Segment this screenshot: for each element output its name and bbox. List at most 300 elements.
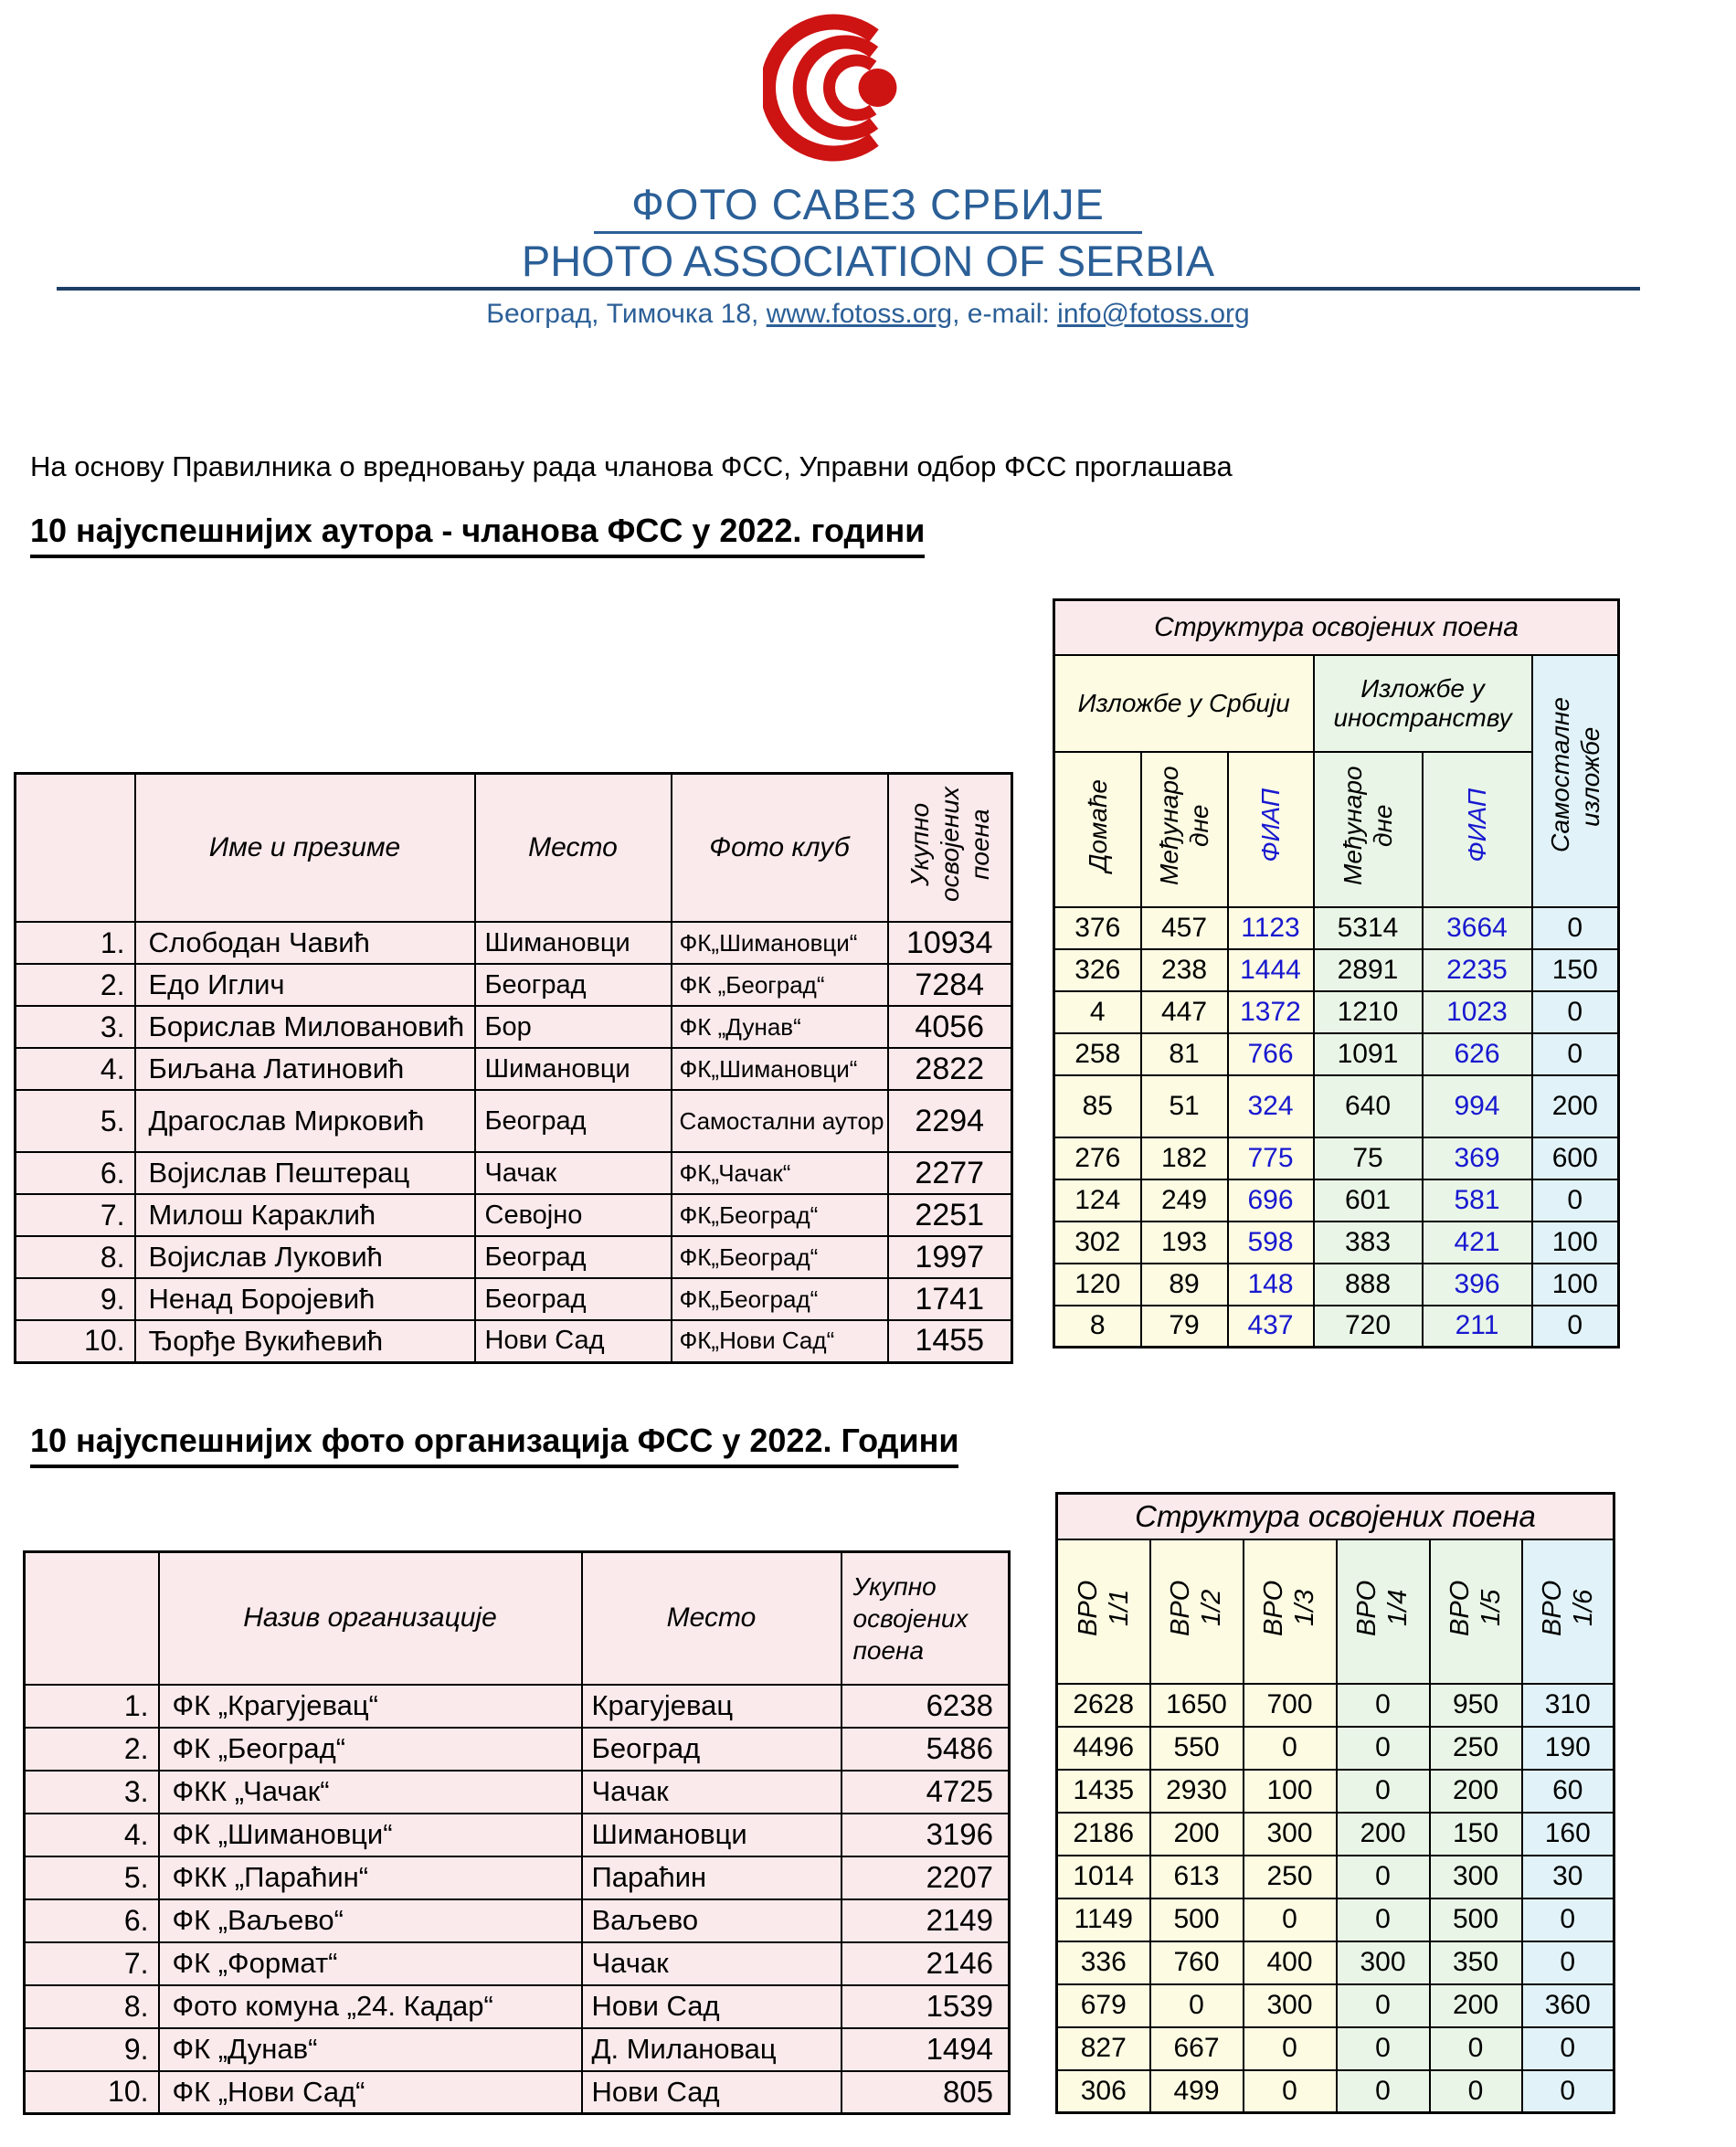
- vro-1-4-cell: 0: [1337, 2027, 1430, 2070]
- international-points-cell: 51: [1141, 1075, 1228, 1137]
- authors-rank-header: [16, 774, 135, 923]
- org-rank-cell: 10.: [25, 2071, 159, 2114]
- organization-points-row: [1057, 1684, 1614, 1727]
- vro-1-4-cell: 0: [1337, 1727, 1430, 1770]
- author-name-cell: Војислав Луковић: [135, 1236, 475, 1278]
- domestic-points-cell: 258: [1054, 1033, 1141, 1075]
- international-points-cell: 193: [1141, 1222, 1228, 1264]
- vro-1-5-header: ВРО 1/5: [1430, 1539, 1522, 1684]
- vro-1-4-header: ВРО 1/4: [1337, 1539, 1430, 1684]
- author-row: [16, 922, 1012, 964]
- author-total-cell: 2251: [888, 1194, 1012, 1236]
- vro-1-1-cell: 679: [1057, 1984, 1150, 2027]
- author-city-cell: Шимановци: [475, 1048, 672, 1090]
- vro-1-6-cell: 0: [1522, 1898, 1614, 1941]
- author-club-cell: ФК„Шимановци“: [672, 922, 888, 964]
- organizations-table-left: [23, 1550, 1011, 2115]
- title-underline-rule: [594, 231, 1142, 234]
- org-name-cell: ФК „Ваљево“: [159, 1899, 582, 1942]
- author-points-row: [1054, 1137, 1619, 1179]
- author-city-cell: Београд: [475, 1090, 672, 1152]
- international-abroad-points-cell: 2891: [1314, 949, 1423, 991]
- org-rank-cell: 6.: [25, 1899, 159, 1942]
- organizations-table-structure: [1055, 1492, 1615, 2114]
- author-total-cell: 10934: [888, 922, 1012, 964]
- author-club-cell: ФК„Београд“: [672, 1236, 888, 1278]
- fiap-abroad-points-cell: 369: [1423, 1137, 1532, 1179]
- author-rank-cell: 9.: [16, 1278, 135, 1320]
- org-city-header: Место: [582, 1552, 842, 1685]
- group-serbia-header: Изложбе у Србији: [1054, 655, 1314, 752]
- fiap-abroad-points-cell: 626: [1423, 1033, 1532, 1075]
- fiap-header: ФИАП: [1228, 752, 1314, 907]
- vro-1-5-cell: 250: [1430, 1727, 1522, 1770]
- org-structure-subheader-row: [1057, 1539, 1614, 1684]
- vro-1-4-cell: 0: [1337, 2070, 1430, 2113]
- fiap-points-cell: 598: [1228, 1222, 1314, 1264]
- vro-1-6-header: ВРО 1/6: [1522, 1539, 1614, 1684]
- vro-1-1-cell: 1435: [1057, 1770, 1150, 1813]
- author-points-row: [1054, 1033, 1619, 1075]
- author-rank-cell: 1.: [16, 922, 135, 964]
- author-rank-cell: 8.: [16, 1236, 135, 1278]
- author-points-row: [1054, 907, 1619, 949]
- vro-1-2-header: ВРО 1/2: [1150, 1539, 1244, 1684]
- vro-1-3-cell: 100: [1244, 1770, 1337, 1813]
- author-row: [16, 1090, 1012, 1152]
- author-row: [16, 1194, 1012, 1236]
- fiap-abroad-points-cell: 396: [1423, 1264, 1532, 1306]
- international-points-cell: 89: [1141, 1264, 1228, 1306]
- vro-1-5-cell: 500: [1430, 1898, 1522, 1941]
- international-abroad-points-cell: 888: [1314, 1264, 1423, 1306]
- fiap-abroad-header: ФИАП: [1423, 752, 1532, 907]
- domestic-points-cell: 302: [1054, 1222, 1141, 1264]
- vro-1-6-cell: 190: [1522, 1727, 1614, 1770]
- author-row: [16, 1006, 1012, 1048]
- author-name-cell: Војислав Пештерац: [135, 1152, 475, 1194]
- address-line: [0, 299, 1736, 330]
- fiap-abroad-points-cell: 994: [1423, 1075, 1532, 1137]
- organization-row: [25, 1942, 1010, 1985]
- international-abroad-points-cell: 1091: [1314, 1033, 1423, 1075]
- vro-1-6-cell: 360: [1522, 1984, 1614, 2027]
- org-name-cell: ФКК „Чачак“: [159, 1771, 582, 1814]
- author-city-cell: Чачак: [475, 1152, 672, 1194]
- author-points-row: [1054, 949, 1619, 991]
- fiap-points-cell: 775: [1228, 1137, 1314, 1179]
- author-points-row: [1054, 1179, 1619, 1222]
- author-club-cell: ФК„Београд“: [672, 1194, 888, 1236]
- address-mid: , e-mail:: [952, 299, 1058, 329]
- org-name-cell: Фото комуна „24. Кадар“: [159, 1985, 582, 2028]
- author-club-cell: ФК „Дунав“: [672, 1006, 888, 1048]
- author-city-cell: Шимановци: [475, 922, 672, 964]
- author-total-cell: 2277: [888, 1152, 1012, 1194]
- vro-1-4-cell: 300: [1337, 1941, 1430, 1984]
- author-name-cell: Драгослав Мирковић: [135, 1090, 475, 1152]
- authors-city-header: Место: [475, 774, 672, 923]
- international-points-cell: 81: [1141, 1033, 1228, 1075]
- international-points-cell: 447: [1141, 991, 1228, 1033]
- org-rank-cell: 2.: [25, 1728, 159, 1771]
- org-total-cell: 4725: [842, 1771, 1010, 1814]
- org-title-serbian: ФОТО САВЕЗ СРБИЈЕ: [631, 180, 1105, 228]
- organization-points-row: [1057, 1898, 1614, 1941]
- vro-1-1-cell: 2628: [1057, 1684, 1150, 1727]
- vro-1-4-cell: 0: [1337, 1856, 1430, 1898]
- author-city-cell: Нови Сад: [475, 1320, 672, 1362]
- author-city-cell: Бор: [475, 1006, 672, 1048]
- org-total-cell: 3196: [842, 1814, 1010, 1856]
- authors-table-left: [14, 772, 1013, 1364]
- org-city-cell: Нови Сад: [582, 1985, 842, 2028]
- solo-points-cell: 100: [1532, 1222, 1619, 1264]
- international-abroad-points-cell: 75: [1314, 1137, 1423, 1179]
- org-rank-cell: 9.: [25, 2028, 159, 2071]
- org-total-cell: 2149: [842, 1899, 1010, 1942]
- author-row: [16, 1048, 1012, 1090]
- organization-points-row: [1057, 1856, 1614, 1898]
- domestic-points-cell: 4: [1054, 991, 1141, 1033]
- vro-1-5-cell: 150: [1430, 1813, 1522, 1856]
- vro-1-1-cell: 2186: [1057, 1813, 1150, 1856]
- vro-1-2-cell: 760: [1150, 1941, 1244, 1984]
- author-rank-cell: 4.: [16, 1048, 135, 1090]
- organization-points-row: [1057, 1770, 1614, 1813]
- author-row: [16, 1278, 1012, 1320]
- vro-1-6-cell: 0: [1522, 2027, 1614, 2070]
- organization-row: [25, 1771, 1010, 1814]
- author-name-cell: Ђорђе Вукићевић: [135, 1320, 475, 1362]
- vro-1-4-cell: 0: [1337, 1770, 1430, 1813]
- vro-1-2-cell: 200: [1150, 1813, 1244, 1856]
- vro-1-3-cell: 400: [1244, 1941, 1337, 1984]
- vro-1-6-cell: 0: [1522, 1941, 1614, 1984]
- international-abroad-header: Међународне: [1314, 752, 1423, 907]
- vro-1-5-cell: 200: [1430, 1984, 1522, 2027]
- international-header: Међународне: [1141, 752, 1228, 907]
- org-total-cell: 1494: [842, 2028, 1010, 2071]
- vro-1-2-cell: 0: [1150, 1984, 1244, 2027]
- author-points-row: [1054, 1222, 1619, 1264]
- author-row: [16, 1320, 1012, 1362]
- vro-1-5-cell: 950: [1430, 1684, 1522, 1727]
- solo-points-cell: 0: [1532, 1033, 1619, 1075]
- author-rank-cell: 7.: [16, 1194, 135, 1236]
- author-rank-cell: 6.: [16, 1152, 135, 1194]
- solo-points-cell: 600: [1532, 1137, 1619, 1179]
- fiap-points-cell: 766: [1228, 1033, 1314, 1075]
- fiap-points-cell: 148: [1228, 1264, 1314, 1306]
- international-abroad-points-cell: 720: [1314, 1306, 1423, 1348]
- authors-club-header: Фото клуб: [672, 774, 888, 923]
- org-name-cell: ФКК „Параћин“: [159, 1856, 582, 1899]
- org-city-cell: Београд: [582, 1728, 842, 1771]
- org-rank-cell: 4.: [25, 1814, 159, 1856]
- org-name-cell: ФК „Шимановци“: [159, 1814, 582, 1856]
- vro-1-6-cell: 0: [1522, 2070, 1614, 2113]
- org-structure-title: Структура освојених поена: [1057, 1494, 1614, 1539]
- vro-1-2-cell: 550: [1150, 1727, 1244, 1770]
- author-total-cell: 7284: [888, 964, 1012, 1006]
- author-city-cell: Севојно: [475, 1194, 672, 1236]
- solo-exhibitions-header: Самосталне изложбе: [1532, 655, 1619, 907]
- authors-header-row: [16, 774, 1012, 923]
- domestic-points-cell: 326: [1054, 949, 1141, 991]
- org-name-cell: ФК „Нови Сад“: [159, 2071, 582, 2114]
- org-rank-header: [25, 1552, 159, 1685]
- international-abroad-points-cell: 5314: [1314, 907, 1423, 949]
- fiap-points-cell: 1444: [1228, 949, 1314, 991]
- author-points-row: [1054, 1306, 1619, 1348]
- author-points-row: [1054, 1075, 1619, 1137]
- author-name-cell: Ненад Боројевић: [135, 1278, 475, 1320]
- author-name-cell: Слободан Чавић: [135, 922, 475, 964]
- vro-1-6-cell: 160: [1522, 1813, 1614, 1856]
- vro-1-1-cell: 827: [1057, 2027, 1150, 2070]
- org-name-cell: ФК „Београд“: [159, 1728, 582, 1771]
- author-name-cell: Милош Караклић: [135, 1194, 475, 1236]
- author-total-cell: 1741: [888, 1278, 1012, 1320]
- solo-points-cell: 200: [1532, 1075, 1619, 1137]
- org-rank-cell: 7.: [25, 1942, 159, 1985]
- website-link[interactable]: www.fotoss.org: [766, 299, 953, 329]
- photo-association-logo: [763, 7, 932, 172]
- author-rank-cell: 5.: [16, 1090, 135, 1152]
- vro-1-1-cell: 4496: [1057, 1727, 1150, 1770]
- org-city-cell: Д. Милановац: [582, 2028, 842, 2071]
- fiap-abroad-points-cell: 421: [1423, 1222, 1532, 1264]
- organization-points-row: [1057, 1941, 1614, 1984]
- author-club-cell: ФК„Шимановци“: [672, 1048, 888, 1090]
- org-city-cell: Чачак: [582, 1771, 842, 1814]
- domestic-points-cell: 85: [1054, 1075, 1141, 1137]
- author-name-cell: Биљана Латиновић: [135, 1048, 475, 1090]
- author-name-cell: Едо Иглич: [135, 964, 475, 1006]
- vro-1-1-cell: 1149: [1057, 1898, 1150, 1941]
- organization-row: [25, 1985, 1010, 2028]
- vro-1-6-cell: 310: [1522, 1684, 1614, 1727]
- vro-1-3-header: ВРО 1/3: [1244, 1539, 1337, 1684]
- organizations-header-row: [25, 1552, 1010, 1685]
- author-row: [16, 964, 1012, 1006]
- international-points-cell: 182: [1141, 1137, 1228, 1179]
- vro-1-3-cell: 0: [1244, 1898, 1337, 1941]
- authors-table-structure: [1053, 598, 1620, 1348]
- org-total-cell: 805: [842, 2071, 1010, 2114]
- organization-points-row: [1057, 1813, 1614, 1856]
- vro-1-1-cell: 336: [1057, 1941, 1150, 1984]
- org-rank-cell: 8.: [25, 1985, 159, 2028]
- org-city-cell: Чачак: [582, 1942, 842, 1985]
- vro-1-5-cell: 0: [1430, 2027, 1522, 2070]
- international-abroad-points-cell: 383: [1314, 1222, 1423, 1264]
- vro-1-2-cell: 1650: [1150, 1684, 1244, 1727]
- fiap-abroad-points-cell: 1023: [1423, 991, 1532, 1033]
- domestic-points-cell: 8: [1054, 1306, 1141, 1348]
- fiap-points-cell: 324: [1228, 1075, 1314, 1137]
- org-city-cell: Шимановци: [582, 1814, 842, 1856]
- organization-points-row: [1057, 1984, 1614, 2027]
- org-city-cell: Крагујевац: [582, 1685, 842, 1728]
- domestic-points-cell: 124: [1054, 1179, 1141, 1222]
- domestic-points-cell: 120: [1054, 1264, 1141, 1306]
- vro-1-2-cell: 613: [1150, 1856, 1244, 1898]
- author-rank-cell: 10.: [16, 1320, 135, 1362]
- solo-points-cell: 0: [1532, 1306, 1619, 1348]
- international-abroad-points-cell: 601: [1314, 1179, 1423, 1222]
- international-abroad-points-cell: 1210: [1314, 991, 1423, 1033]
- organization-row: [25, 1856, 1010, 1899]
- vro-1-5-cell: 0: [1430, 2070, 1522, 2113]
- organization-row: [25, 1728, 1010, 1771]
- org-city-cell: Нови Сад: [582, 2071, 842, 2114]
- author-name-cell: Борислав Миловановић: [135, 1006, 475, 1048]
- author-city-cell: Београд: [475, 964, 672, 1006]
- solo-points-cell: 0: [1532, 1179, 1619, 1222]
- organization-points-row: [1057, 2070, 1614, 2113]
- org-city-cell: Ваљево: [582, 1899, 842, 1942]
- organization-row: [25, 1685, 1010, 1728]
- org-rank-cell: 3.: [25, 1771, 159, 1814]
- author-city-cell: Београд: [475, 1278, 672, 1320]
- organization-row: [25, 1814, 1010, 1856]
- solo-points-cell: 0: [1532, 907, 1619, 949]
- author-row: [16, 1152, 1012, 1194]
- org-total-cell: 2146: [842, 1942, 1010, 1985]
- international-points-cell: 457: [1141, 907, 1228, 949]
- fiap-abroad-points-cell: 2235: [1423, 949, 1532, 991]
- vro-1-6-cell: 60: [1522, 1770, 1614, 1813]
- logo-dot: [859, 69, 897, 107]
- international-points-cell: 238: [1141, 949, 1228, 991]
- vro-1-1-cell: 306: [1057, 2070, 1150, 2113]
- vro-1-3-cell: 0: [1244, 2027, 1337, 2070]
- author-club-cell: ФК„Београд“: [672, 1278, 888, 1320]
- author-club-cell: ФК„Чачак“: [672, 1152, 888, 1194]
- org-name-cell: ФК „Крагујевац“: [159, 1685, 582, 1728]
- vro-1-2-cell: 499: [1150, 2070, 1244, 2113]
- organization-row: [25, 2028, 1010, 2071]
- org-structure-title-row: [1057, 1494, 1614, 1539]
- organization-row: [25, 2071, 1010, 2114]
- org-name-header: Назив организације: [159, 1552, 582, 1685]
- org-rank-cell: 1.: [25, 1685, 159, 1728]
- solo-points-cell: 150: [1532, 949, 1619, 991]
- vro-1-1-header: ВРО 1/1: [1057, 1539, 1150, 1684]
- international-points-cell: 79: [1141, 1306, 1228, 1348]
- fiap-abroad-points-cell: 3664: [1423, 907, 1532, 949]
- author-club-cell: ФК„Нови Сад“: [672, 1320, 888, 1362]
- fiap-abroad-points-cell: 211: [1423, 1306, 1532, 1348]
- org-total-header: Укупно освојених поена: [842, 1552, 1010, 1685]
- org-total-cell: 1539: [842, 1985, 1010, 2028]
- header-divider-rule: [57, 287, 1640, 291]
- org-city-cell: Параћин: [582, 1856, 842, 1899]
- authors-name-header: Име и презиме: [135, 774, 475, 923]
- vro-1-3-cell: 700: [1244, 1684, 1337, 1727]
- solo-points-cell: 0: [1532, 991, 1619, 1033]
- vro-1-5-cell: 200: [1430, 1770, 1522, 1813]
- org-total-cell: 6238: [842, 1685, 1010, 1728]
- organization-row: [25, 1899, 1010, 1942]
- heading-top-organizations: [30, 1422, 958, 1468]
- vro-1-3-cell: 0: [1244, 1727, 1337, 1770]
- fiap-abroad-points-cell: 581: [1423, 1179, 1532, 1222]
- vro-1-3-cell: 0: [1244, 2070, 1337, 2113]
- vro-1-3-cell: 250: [1244, 1856, 1337, 1898]
- domestic-points-cell: 276: [1054, 1137, 1141, 1179]
- author-total-cell: 2294: [888, 1090, 1012, 1152]
- author-total-cell: 4056: [888, 1006, 1012, 1048]
- heading-top-authors-text: 10 најуспешнијих аутора - чланова ФСС у 2022. години: [30, 512, 925, 558]
- group-abroad-header: Изложбе у иностранству: [1314, 655, 1532, 752]
- fiap-points-cell: 1372: [1228, 991, 1314, 1033]
- vro-1-2-cell: 2930: [1150, 1770, 1244, 1813]
- author-points-row: [1054, 1264, 1619, 1306]
- fiap-points-cell: 696: [1228, 1179, 1314, 1222]
- vro-1-3-cell: 300: [1244, 1984, 1337, 2027]
- vro-1-4-cell: 0: [1337, 1684, 1430, 1727]
- domestic-points-cell: 376: [1054, 907, 1141, 949]
- author-row: [16, 1236, 1012, 1278]
- org-name-cell: ФК „Формат“: [159, 1942, 582, 1985]
- structure-title: Структура освојених поена: [1054, 600, 1619, 655]
- international-points-cell: 249: [1141, 1179, 1228, 1222]
- address-prefix: Београд, Тимочка 18,: [486, 299, 767, 329]
- organization-points-row: [1057, 1727, 1614, 1770]
- structure-title-row: [1054, 600, 1619, 655]
- author-rank-cell: 3.: [16, 1006, 135, 1048]
- vro-1-4-cell: 0: [1337, 1984, 1430, 2027]
- author-club-cell: Самостални аутор: [672, 1090, 888, 1152]
- org-total-cell: 5486: [842, 1728, 1010, 1771]
- structure-group-row: [1054, 655, 1619, 752]
- domestic-header: Домаће: [1054, 752, 1141, 907]
- vro-1-5-cell: 300: [1430, 1856, 1522, 1898]
- intro-paragraph: На основу Правилника о вредновању рада чланова ФСС, Управни одбор ФСС проглашава: [30, 450, 1233, 482]
- international-abroad-points-cell: 640: [1314, 1075, 1423, 1137]
- vro-1-5-cell: 350: [1430, 1941, 1522, 1984]
- author-total-cell: 1997: [888, 1236, 1012, 1278]
- org-rank-cell: 5.: [25, 1856, 159, 1899]
- heading-top-organizations-text: 10 најуспешнијих фото организација ФСС у 2022. Години: [30, 1422, 958, 1468]
- email-link[interactable]: info@fotoss.org: [1057, 299, 1250, 329]
- organization-points-row: [1057, 2027, 1614, 2070]
- vro-1-6-cell: 30: [1522, 1856, 1614, 1898]
- author-total-cell: 1455: [888, 1320, 1012, 1362]
- vro-1-3-cell: 300: [1244, 1813, 1337, 1856]
- fiap-points-cell: 1123: [1228, 907, 1314, 949]
- author-rank-cell: 2.: [16, 964, 135, 1006]
- org-total-cell: 2207: [842, 1856, 1010, 1899]
- org-title-english: PHOTO ASSOCIATION OF SERBIA: [521, 237, 1215, 285]
- vro-1-2-cell: 500: [1150, 1898, 1244, 1941]
- vro-1-4-cell: 0: [1337, 1898, 1430, 1941]
- author-total-cell: 2822: [888, 1048, 1012, 1090]
- vro-1-2-cell: 667: [1150, 2027, 1244, 2070]
- vro-1-4-cell: 200: [1337, 1813, 1430, 1856]
- author-club-cell: ФК „Београд“: [672, 964, 888, 1006]
- author-points-row: [1054, 991, 1619, 1033]
- authors-total-header: Укупно освојених поена: [888, 774, 1012, 923]
- solo-points-cell: 100: [1532, 1264, 1619, 1306]
- author-city-cell: Београд: [475, 1236, 672, 1278]
- heading-top-authors: [30, 512, 925, 558]
- vro-1-1-cell: 1014: [1057, 1856, 1150, 1898]
- org-name-cell: ФК „Дунав“: [159, 2028, 582, 2071]
